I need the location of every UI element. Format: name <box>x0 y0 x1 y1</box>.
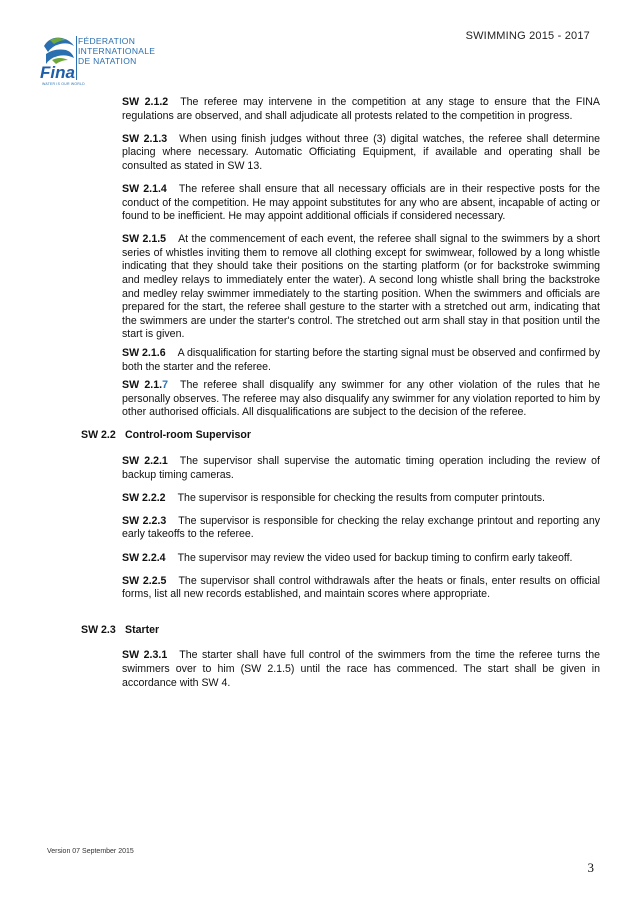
rule-text: The supervisor is responsible for checking the relay exchange printout and reporting any early takeoffs to the referee. <box>122 514 601 541</box>
section-number: SW 2.2 <box>81 429 116 442</box>
section-number: SW 2.3 <box>81 623 116 636</box>
rule-code: SW 2.2.2 <box>122 491 166 504</box>
rule-code: SW 2.2.5 <box>122 574 167 587</box>
document-body <box>47 96 600 700</box>
rule-paragraph <box>122 347 600 374</box>
rule-paragraph <box>122 649 600 690</box>
rule-text: The supervisor is responsible for checking the results from computer printouts. <box>177 491 545 504</box>
logo-tagline: WATER IS OUR WORLD <box>42 82 85 86</box>
rule-text: The referee may intervene in the competition at any stage to ensure that the FINA regulations are observed, and shall adjudicate all protests related to the competition in progress. <box>122 96 600 122</box>
rule-code: SW 2.3.1 <box>122 649 168 662</box>
rule-text: At the commencement of each event, the referee shall signal to the swimmers by a short series of whistles inviting them to remove all clothing except for swimwear, followed by a long whistle indicating that they should take their positions on the starting platform (or for backstroke swimming and medley relays to immediately enter the water). A second long whistle shall bring the backstroke and medley relay swimmer immediately to the starting position. When the swimmers and officials are prepared for the start, the referee shall gesture to the starter with a stretched out arm, indicating that the swimmers are under the starter's control. The stretched out arm shall stay in that position until the start is given. <box>122 233 600 341</box>
page-number: 3 <box>587 860 594 875</box>
section-heading-2-2 <box>81 429 600 443</box>
rule-text: The referee shall disqualify any swimmer for any other violation of the rules that he personally observes. The referee may also disqualify any swimmer for any violation reported to him by other authorised officials. All disqualifications are subject to the decision of the referee. <box>122 379 600 419</box>
rule-paragraph <box>122 575 600 602</box>
footer-version: Version 07 September 2015 <box>47 848 134 855</box>
section-title: Control-room Supervisor <box>125 429 251 442</box>
rule-paragraph <box>122 233 600 342</box>
rule-text: The supervisor may review the video used for backup timing to confirm early takeoff. <box>177 551 573 564</box>
rule-code: SW 2.1.5 <box>122 233 167 246</box>
rule-text: The supervisor shall control withdrawals after the heats or finals, enter results on official forms, list all new records established, and maintain scores where appropriate. <box>122 574 600 601</box>
section-title: Starter <box>125 623 160 636</box>
fina-wordmark: Fina <box>40 63 75 82</box>
rule-paragraph <box>122 96 600 123</box>
rule-paragraph <box>122 133 600 174</box>
rule-text: When using finish judges without three (3) digital watches, the referee shall determine placing where necessary. Automatic Officiating Equipment, if available and operating shall be consulted as stated in SW 13. <box>122 132 600 172</box>
rule-text: The supervisor shall supervise the automatic timing operation including the review of backup timing cameras. <box>122 455 600 481</box>
rule-paragraph <box>122 183 600 224</box>
rule-paragraph <box>122 455 600 482</box>
rule-paragraph <box>122 379 600 420</box>
rule-code: SW 2.1.4 <box>122 182 167 195</box>
page-header-title: SWIMMING 2015 - 2017 <box>465 30 590 42</box>
rule-code: SW 2.1.6 <box>122 347 166 359</box>
rule-code-sub: 7 <box>162 379 168 392</box>
federation-line-1: FÉDERATION <box>78 36 136 46</box>
federation-name <box>78 36 155 66</box>
rule-code: SW 2.1.3 <box>122 132 168 145</box>
section-heading-2-3 <box>81 624 600 638</box>
rule-code: SW 2.1.2 <box>122 96 169 108</box>
rule-code: SW 2.2.1 <box>122 455 168 468</box>
rule-text: The starter shall have full control of the swimmers from the time the referee turns the swimmers over to him (SW 2.1.5) until the race has commenced. The start shall be given in accordance with SW 4. <box>122 649 600 689</box>
federation-line-2: INTERNATIONALE <box>78 46 156 56</box>
rule-paragraph <box>122 515 600 542</box>
rule-text: A disqualification for starting before the starting signal must be observed and confirmed by both the starter and the referee. <box>122 347 601 373</box>
rule-code <box>122 379 168 391</box>
rule-text: The referee shall ensure that all necessary officials are in their respective posts for the conduct of the competition. He may appoint substitutes for any who are absent, incapable of acting or found to be inefficient. He may appoint additional officials if considered necessary. <box>122 182 601 223</box>
rule-code: SW 2.2.4 <box>122 551 166 564</box>
rule-paragraph <box>122 552 600 566</box>
federation-line-3: DE NATATION <box>78 56 137 66</box>
rule-code: SW 2.2.3 <box>122 514 167 527</box>
rule-paragraph <box>122 492 600 506</box>
rule-code-main: SW 2.1. <box>122 379 163 392</box>
